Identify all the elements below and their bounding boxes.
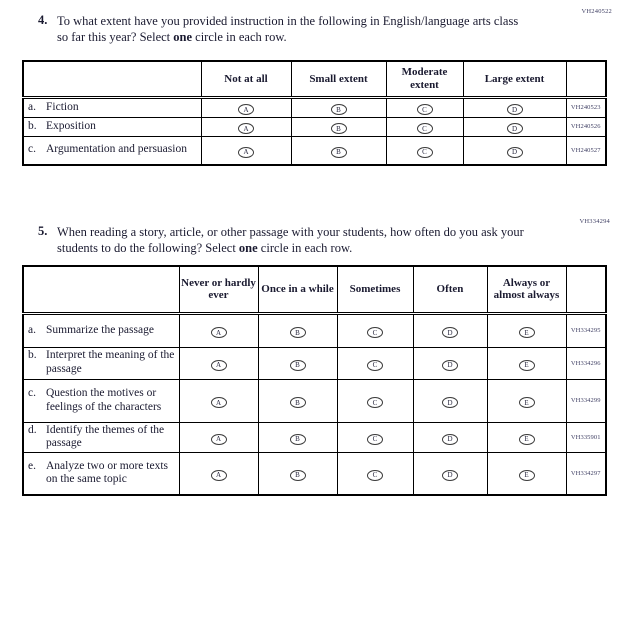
q4-row-c-option-cell-B (291, 136, 386, 165)
q5-row-b (23, 347, 606, 379)
q5-row-e (23, 452, 606, 495)
q5-row-d-option-cell-A (179, 422, 258, 452)
answer-circle-q5-a-E[interactable]: E (519, 327, 535, 338)
question-5-prompt (38, 224, 538, 256)
q5-column-header-3: Sometimes (337, 266, 413, 313)
row-label-text: Question the motives or feelings of the characters (46, 386, 162, 413)
row-letter: c. (28, 386, 36, 399)
q4-column-header-2: Small extent (291, 61, 386, 97)
question-5-text-post: circle in each row. (257, 241, 353, 255)
question-5-number: 5. (38, 224, 48, 238)
q4-row-item-code: VH240526 (566, 117, 606, 136)
answer-circle-q5-a-B[interactable]: B (290, 327, 306, 338)
q4-header-row (23, 61, 606, 97)
answer-circle-q4-c-A[interactable]: A (238, 147, 254, 158)
row-letter: e. (28, 459, 36, 472)
q4-header-code-blank (566, 61, 606, 97)
q4-row-label (23, 97, 201, 117)
q4-row-a-option-cell-A (201, 97, 291, 117)
answer-circle-q4-a-A[interactable]: A (238, 104, 254, 115)
answer-circle-q5-d-E[interactable]: E (519, 434, 535, 445)
q5-row-d-option-cell-D (413, 422, 487, 452)
answer-circle-q5-c-E[interactable]: E (519, 397, 535, 408)
answer-circle-q4-a-B[interactable]: B (331, 104, 347, 115)
row-letter: b. (28, 119, 37, 132)
q5-row-c-option-cell-B (258, 379, 337, 422)
q5-row-c-option-cell-A (179, 379, 258, 422)
answer-circle-q5-a-C[interactable]: C (367, 327, 383, 338)
q5-row-item-code: VH334299 (566, 379, 606, 422)
question-5-text (57, 224, 527, 256)
answer-circle-q5-b-C[interactable]: C (367, 360, 383, 371)
question-4-text-pre: To what extent have you provided instruction in the following in English/language arts class so far this year? Select (57, 14, 519, 44)
q5-row-c (23, 379, 606, 422)
q5-row-item-code: VH334297 (566, 452, 606, 495)
q4-row-b-option-cell-C (386, 117, 463, 136)
q4-row-a-option-cell-D (463, 97, 566, 117)
answer-circle-q5-b-D[interactable]: D (442, 360, 458, 371)
question-4-prompt (38, 13, 538, 45)
q4-row-a-option-cell-B (291, 97, 386, 117)
q5-row-d-option-cell-C (337, 422, 413, 452)
answer-circle-q5-e-C[interactable]: C (367, 470, 383, 481)
answer-circle-q4-b-D[interactable]: D (507, 123, 523, 134)
row-label-text: Fiction (46, 100, 79, 113)
q5-header-blank (23, 266, 179, 313)
row-letter: a. (28, 323, 36, 336)
answer-circle-q5-e-B[interactable]: B (290, 470, 306, 481)
row-label-text: Interpret the meaning of the passage (46, 349, 175, 375)
q4-row-b-option-cell-B (291, 117, 386, 136)
question-5-text-bold: one (238, 241, 258, 255)
q5-row-a-option-cell-D (413, 313, 487, 347)
row-letter: a. (28, 100, 36, 113)
answer-circle-q5-c-D[interactable]: D (442, 397, 458, 408)
question-4-text-bold: one (173, 30, 193, 44)
answer-circle-q5-b-A[interactable]: A (211, 360, 227, 371)
answer-circle-q4-b-C[interactable]: C (417, 123, 433, 134)
question-4-text (57, 13, 527, 45)
q4-column-header-3: Moderate extent (386, 61, 463, 97)
answer-circle-q5-c-B[interactable]: B (290, 397, 306, 408)
row-label-text: Identify the themes of the passage (46, 423, 165, 450)
answer-circle-q5-b-B[interactable]: B (290, 360, 306, 371)
q5-row-e-option-cell-D (413, 452, 487, 495)
answer-circle-q5-d-A[interactable]: A (211, 434, 227, 445)
q5-row-a-option-cell-E (487, 313, 566, 347)
q5-row-label (23, 422, 179, 452)
q5-header-code-blank (566, 266, 606, 313)
row-label-text: Analyze two or more texts on the same topic (46, 459, 168, 486)
q4-row-b-option-cell-D (463, 117, 566, 136)
q5-row-e-option-cell-B (258, 452, 337, 495)
answer-circle-q5-d-B[interactable]: B (290, 434, 306, 445)
q5-row-d-option-cell-B (258, 422, 337, 452)
q4-row-a (23, 97, 606, 117)
q5-header-row (23, 266, 606, 313)
row-label-text: Summarize the passage (46, 323, 154, 336)
q4-row-item-code: VH240523 (566, 97, 606, 117)
q4-row-c-option-cell-D (463, 136, 566, 165)
q5-row-b-option-cell-A (179, 347, 258, 379)
answer-circle-q4-c-B[interactable]: B (331, 147, 347, 158)
question-5-text-pre: When reading a story, article, or other passage with your students, how often do you ask your students to do the following? Select (57, 225, 524, 255)
q4-header-blank (23, 61, 201, 97)
q5-row-c-option-cell-C (337, 379, 413, 422)
q5-row-b-option-cell-B (258, 347, 337, 379)
q5-row-c-option-cell-D (413, 379, 487, 422)
q5-row-d (23, 422, 606, 452)
question-5-item-code: VH334294 (579, 218, 610, 225)
q5-row-b-option-cell-E (487, 347, 566, 379)
q5-row-b-option-cell-C (337, 347, 413, 379)
q5-column-header-5: Always or almost always (487, 266, 566, 313)
answer-circle-q4-a-C[interactable]: C (417, 104, 433, 115)
row-label-text: Argumentation and persuasion (46, 143, 187, 156)
q4-column-header-1: Not at all (201, 61, 291, 97)
answer-circle-q4-c-C[interactable]: C (417, 147, 433, 158)
question-4-text-post: circle in each row. (192, 30, 287, 44)
q5-row-d-option-cell-E (487, 422, 566, 452)
answer-circle-q5-c-A[interactable]: A (211, 397, 227, 408)
row-letter: c. (28, 143, 36, 156)
q5-row-b-option-cell-D (413, 347, 487, 379)
q5-row-label (23, 379, 179, 422)
answer-circle-q4-a-D[interactable]: D (507, 104, 523, 115)
q5-row-a-option-cell-C (337, 313, 413, 347)
q5-row-label (23, 452, 179, 495)
q5-column-header-2: Once in a while (258, 266, 337, 313)
q4-row-label (23, 136, 201, 165)
answer-circle-q5-e-E[interactable]: E (519, 470, 535, 481)
q4-row-a-option-cell-C (386, 97, 463, 117)
q4-row-c-option-cell-A (201, 136, 291, 165)
q5-row-e-option-cell-E (487, 452, 566, 495)
q5-row-item-code: VH334296 (566, 347, 606, 379)
q5-column-header-1: Never or hardly ever (179, 266, 258, 313)
answer-circle-q4-b-A[interactable]: A (238, 123, 254, 134)
q4-column-header-4: Large extent (463, 61, 566, 97)
answer-circle-q5-c-C[interactable]: C (367, 397, 383, 408)
q5-column-header-4: Often (413, 266, 487, 313)
q5-row-a (23, 313, 606, 347)
answer-circle-q5-b-E[interactable]: E (519, 360, 535, 371)
q4-row-item-code: VH240527 (566, 136, 606, 165)
question-5-response-table (22, 265, 607, 496)
q4-row-label (23, 117, 201, 136)
q5-row-e-option-cell-C (337, 452, 413, 495)
answer-circle-q4-b-B[interactable]: B (331, 123, 347, 134)
q5-row-c-option-cell-E (487, 379, 566, 422)
row-label-text: Exposition (46, 119, 96, 132)
q5-row-item-code: VH335901 (566, 422, 606, 452)
q4-row-c-option-cell-C (386, 136, 463, 165)
q5-row-item-code: VH334295 (566, 313, 606, 347)
q5-row-label (23, 313, 179, 347)
q4-row-b-option-cell-A (201, 117, 291, 136)
q4-row-b (23, 117, 606, 136)
q5-row-e-option-cell-A (179, 452, 258, 495)
question-4-item-code: VH240522 (581, 8, 612, 15)
answer-circle-q5-d-D[interactable]: D (442, 434, 458, 445)
answer-circle-q5-d-C[interactable]: C (367, 434, 383, 445)
row-letter: b. (28, 349, 37, 362)
q4-row-c (23, 136, 606, 165)
answer-circle-q5-e-A[interactable]: A (211, 470, 227, 481)
answer-circle-q5-e-D[interactable]: D (442, 470, 458, 481)
answer-circle-q4-c-D[interactable]: D (507, 147, 523, 158)
q5-row-a-option-cell-A (179, 313, 258, 347)
q5-row-label (23, 347, 179, 379)
answer-circle-q5-a-D[interactable]: D (442, 327, 458, 338)
question-4-response-table (22, 60, 607, 166)
answer-circle-q5-a-A[interactable]: A (211, 327, 227, 338)
q5-row-a-option-cell-B (258, 313, 337, 347)
row-letter: d. (28, 423, 37, 436)
question-4-number: 4. (38, 13, 48, 27)
